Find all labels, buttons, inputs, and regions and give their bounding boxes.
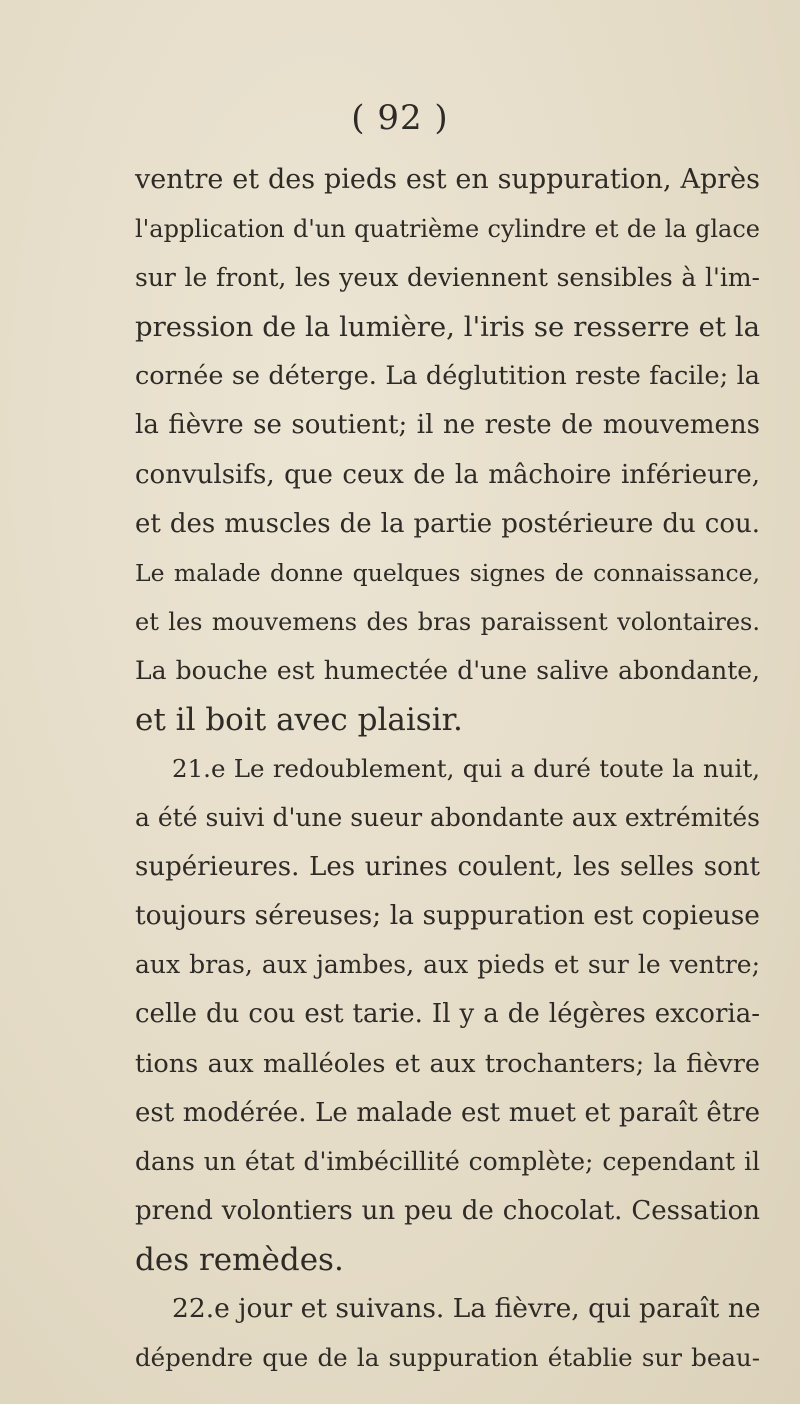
text-line: des remèdes. [135, 1242, 344, 1278]
text-line: ventre et des pieds est en suppuration, Après [135, 164, 760, 195]
text-line: sur le front, les yeux deviennent sensibles à l'im- [135, 263, 760, 292]
text-line: pression de la lumière, l'iris se resserre et la [135, 311, 760, 343]
text-line: dépendre que de la suppuration établie sur beau- [135, 1343, 760, 1372]
text-line: tions aux malléoles et aux trochanters; la fièvre [135, 1049, 760, 1079]
text-line: prend volontiers un peu de chocolat. Cessation [135, 1196, 760, 1226]
text-line: et des muscles de la partie postérieure du cou. [135, 509, 760, 539]
text-line: toujours séreuses; la suppuration est copieuse [135, 900, 760, 931]
text-line: convulsifs, que ceux de la mâchoire inférieure, [135, 460, 760, 490]
page-number-header: ( 92 ) [351, 98, 449, 138]
text-line: dans un état d'imbécillité complète; cependant il [135, 1147, 760, 1176]
text-line: et il boit avec plaisir. [135, 702, 463, 738]
text-line: l'application d'un quatrième cylindre et de la glace [135, 215, 760, 243]
text-line: et les mouvemens des bras paraissent volontaires. [135, 608, 760, 636]
text-line: cornée se déterge. La déglutition reste facile; la [135, 361, 760, 391]
text-line: La bouche est humectée d'une salive abondante, [135, 656, 760, 685]
text-line: 21.e Le redoublement, qui a duré toute la nuit, [172, 754, 760, 783]
text-line: Le malade donne quelques signes de connaissance, [135, 559, 760, 587]
text-line: supérieures. Les urines coulent, les selles sont [135, 852, 760, 882]
text-line: la fièvre se soutient; il ne reste de mouvemens [135, 410, 760, 440]
text-line: est modérée. Le malade est muet et paraît être [135, 1098, 760, 1128]
text-line: celle du cou est tarie. Il y a de légères excoria- [135, 999, 760, 1029]
text-line: 22.e jour et suivans. La fièvre, qui paraît ne [172, 1293, 761, 1324]
text-line: a été suivi d'une sueur abondante aux extrémités [135, 803, 760, 832]
text-line: aux bras, aux jambes, aux pieds et sur le ventre; [135, 950, 760, 979]
